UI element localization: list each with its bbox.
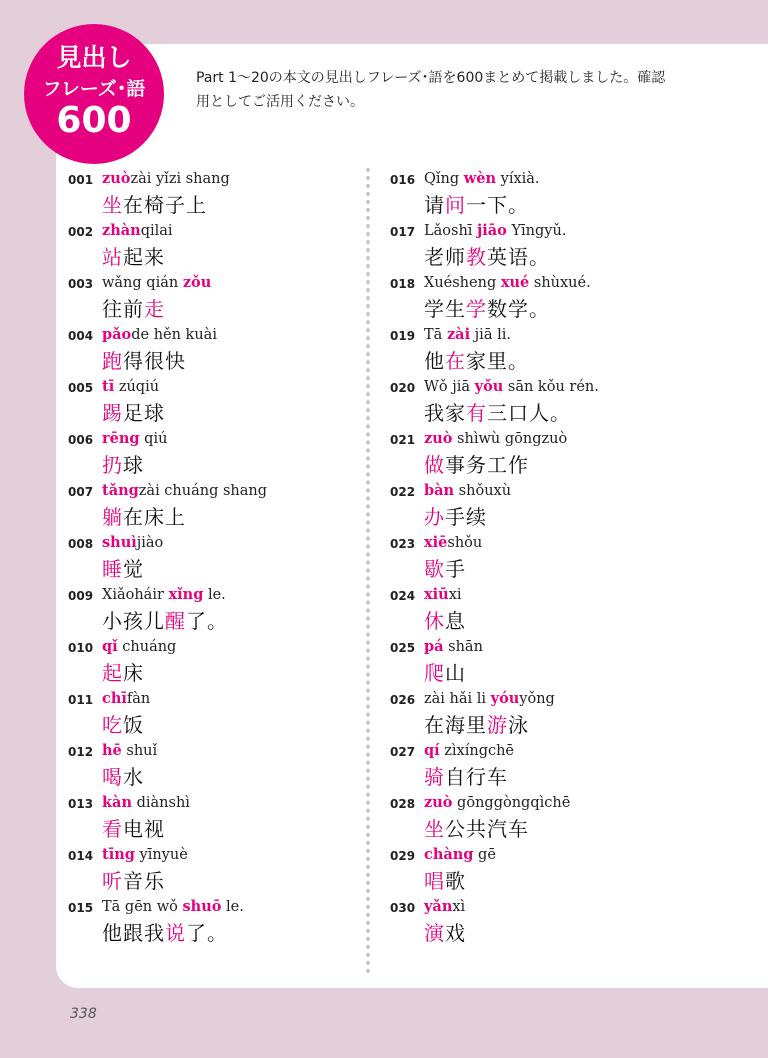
pinyin-highlight: zuò [424, 430, 453, 447]
entry-row [68, 634, 358, 686]
entry-pinyin [424, 794, 570, 811]
pinyin-segment: shuǐ [121, 743, 158, 759]
hanzi-highlight: 学 [466, 297, 487, 321]
entry-number: 002 [68, 225, 94, 239]
entry-hanzi [102, 657, 144, 686]
pinyin-highlight: chī [102, 690, 127, 707]
entry-number: 004 [68, 329, 94, 343]
hanzi-highlight: 演 [424, 921, 445, 945]
pinyin-segment: zài chuáng shang [138, 483, 268, 499]
entry-hanzi [102, 813, 165, 842]
pinyin-highlight: yǎn [424, 898, 453, 915]
entry-hanzi [102, 241, 165, 270]
hanzi-segment: 了。 [186, 609, 228, 633]
entry-row [68, 374, 358, 426]
pinyin-segment: jiā li. [470, 327, 511, 343]
entry-hanzi [102, 605, 228, 634]
entry-pinyin [424, 742, 514, 759]
entry-number: 029 [390, 849, 416, 863]
pinyin-segment: diànshì [131, 795, 190, 811]
pinyin-segment: zìxíngchē [439, 743, 515, 759]
pinyin-segment: wǎng qián [102, 275, 183, 291]
entry-number: 006 [68, 433, 94, 447]
hanzi-segment: 公共汽车 [445, 817, 529, 841]
entry-row [390, 270, 680, 322]
entry-row [68, 270, 358, 322]
hanzi-highlight: 扔 [102, 453, 123, 477]
entry-hanzi [102, 449, 144, 478]
pinyin-highlight: xiū [424, 586, 449, 603]
pinyin-highlight: qǐ [102, 638, 118, 655]
entry-row [390, 582, 680, 634]
pinyin-highlight: zuò [424, 794, 453, 811]
pinyin-segment: Tā gēn wǒ [102, 899, 183, 915]
pinyin-segment: yíxià. [496, 171, 540, 187]
pinyin-highlight: yóu [490, 690, 520, 707]
hanzi-segment: 水 [123, 765, 144, 789]
entry-row [390, 790, 680, 842]
entry-pinyin [102, 274, 211, 291]
badge-line-1: 見出し [56, 43, 132, 72]
entry-hanzi [424, 189, 529, 218]
entry-row [68, 426, 358, 478]
hanzi-highlight: 听 [102, 869, 123, 893]
entry-number: 001 [68, 173, 94, 187]
hanzi-segment: 手 [445, 557, 466, 581]
pinyin-highlight: qí [424, 742, 440, 759]
pinyin-segment: sān kǒu rén. [503, 379, 599, 395]
entry-hanzi [102, 189, 207, 218]
entry-number: 021 [390, 433, 416, 447]
pinyin-segment: shǒuxù [454, 483, 512, 499]
pinyin-segment: zài yǐzi shang [130, 171, 230, 187]
hanzi-highlight: 唱 [424, 869, 445, 893]
hanzi-segment: 觉 [123, 557, 144, 581]
hanzi-highlight: 骑 [424, 765, 445, 789]
entry-number: 003 [68, 277, 94, 291]
pinyin-segment: de hěn kuài [131, 327, 217, 343]
entry-hanzi [102, 917, 228, 946]
entry-number: 024 [390, 589, 416, 603]
hanzi-segment: 小孩儿 [102, 609, 165, 633]
entry-pinyin [102, 690, 150, 707]
entry-number: 019 [390, 329, 416, 343]
entry-pinyin [424, 534, 482, 551]
entry-number: 015 [68, 901, 94, 915]
pinyin-segment: Lǎoshī [424, 223, 478, 239]
entry-pinyin [102, 170, 230, 187]
pinyin-segment: Qǐng [424, 171, 464, 187]
hanzi-segment: 学生 [424, 297, 466, 321]
entry-pinyin [102, 794, 190, 811]
hanzi-segment: 他跟我 [102, 921, 165, 945]
pinyin-segment: Tā [424, 327, 447, 343]
entry-row [68, 582, 358, 634]
hanzi-segment: 自行车 [445, 765, 508, 789]
entry-pinyin [424, 846, 496, 863]
hanzi-segment: 电视 [123, 817, 165, 841]
entry-row [390, 478, 680, 530]
hanzi-highlight: 坐 [424, 817, 445, 841]
hanzi-segment: 往前 [102, 297, 144, 321]
pinyin-segment: gōnggòngqìchē [452, 795, 571, 811]
pinyin-segment: yǒng [519, 691, 555, 707]
hanzi-highlight: 说 [165, 921, 186, 945]
entry-hanzi [102, 293, 165, 322]
entry-pinyin [102, 846, 188, 863]
entry-hanzi [424, 917, 466, 946]
entry-number: 013 [68, 797, 94, 811]
entry-hanzi [424, 501, 487, 530]
entry-number: 008 [68, 537, 94, 551]
hanzi-segment: 戏 [445, 921, 466, 945]
entry-hanzi [424, 865, 466, 894]
entry-pinyin [102, 222, 173, 239]
entry-hanzi [102, 761, 144, 790]
entry-hanzi [424, 241, 550, 270]
entry-hanzi [102, 553, 144, 582]
entry-row [390, 894, 680, 946]
entry-row [68, 530, 358, 582]
hanzi-segment: 英语。 [487, 245, 550, 269]
entry-number: 010 [68, 641, 94, 655]
entry-number: 007 [68, 485, 94, 499]
pinyin-highlight: pá [424, 638, 444, 655]
hanzi-segment: 数学。 [487, 297, 550, 321]
entry-row [68, 686, 358, 738]
entry-row [68, 322, 358, 374]
entry-number: 012 [68, 745, 94, 759]
hanzi-segment: 请 [424, 193, 445, 217]
pinyin-highlight: shuō [182, 898, 222, 915]
pinyin-highlight: wèn [463, 170, 497, 187]
pinyin-segment: chuáng [117, 639, 177, 655]
hanzi-highlight: 教 [466, 245, 487, 269]
entry-number: 028 [390, 797, 416, 811]
pinyin-segment: qilai [140, 223, 173, 239]
hanzi-segment: 床 [123, 661, 144, 685]
entry-pinyin [102, 378, 159, 395]
entry-number: 025 [390, 641, 416, 655]
entry-number: 030 [390, 901, 416, 915]
entry-pinyin [424, 586, 462, 603]
entry-pinyin [424, 170, 540, 187]
entry-pinyin [424, 326, 511, 343]
pinyin-segment: xi [448, 587, 462, 603]
hanzi-segment: 他 [424, 349, 445, 373]
entries-left-column [68, 166, 358, 946]
column-divider [366, 168, 370, 974]
entry-pinyin [424, 378, 599, 395]
entry-pinyin [102, 430, 167, 447]
hanzi-segment: 歌 [445, 869, 466, 893]
hanzi-highlight: 在 [445, 349, 466, 373]
entry-row [390, 842, 680, 894]
pinyin-highlight: kàn [102, 794, 132, 811]
pinyin-segment: xì [452, 899, 466, 915]
pinyin-highlight: tǎng [102, 482, 139, 499]
pinyin-highlight: tīng [102, 846, 135, 863]
section-badge [24, 24, 164, 164]
entry-hanzi [424, 761, 508, 790]
hanzi-segment: 老师 [424, 245, 466, 269]
entry-hanzi [102, 709, 144, 738]
entry-row [68, 738, 358, 790]
hanzi-highlight: 跑 [102, 349, 123, 373]
entry-number: 023 [390, 537, 416, 551]
pinyin-segment: shān [443, 639, 483, 655]
entry-row [390, 218, 680, 270]
entry-pinyin [102, 638, 176, 655]
hanzi-highlight: 坐 [102, 193, 123, 217]
entry-row [68, 166, 358, 218]
pinyin-segment: zài hǎi li [424, 691, 491, 707]
intro-text: Part 1～20の本文の見出しフレーズ･語を600まとめて掲載しました。確認用としてご活用ください。 [196, 70, 666, 110]
hanzi-highlight: 看 [102, 817, 123, 841]
entry-hanzi [102, 865, 165, 894]
hanzi-highlight: 喝 [102, 765, 123, 789]
entry-pinyin [424, 638, 483, 655]
pinyin-highlight: pǎo [102, 326, 132, 343]
entry-hanzi [102, 345, 186, 374]
hanzi-segment: 在海里 [424, 713, 487, 737]
hanzi-segment: 得很快 [123, 349, 186, 373]
pinyin-highlight: xǐng [168, 586, 204, 603]
pinyin-segment: Wǒ jiā [424, 379, 475, 395]
pinyin-highlight: zài [446, 326, 471, 343]
entry-row [68, 894, 358, 946]
hanzi-highlight: 站 [102, 245, 123, 269]
hanzi-highlight: 睡 [102, 557, 123, 581]
pinyin-segment: qiú [139, 431, 168, 447]
hanzi-segment: 家里。 [466, 349, 529, 373]
pinyin-highlight: chàng [424, 846, 474, 863]
entry-pinyin [424, 482, 511, 499]
pinyin-highlight: yǒu [474, 378, 504, 395]
entries-right-column [390, 166, 680, 946]
entry-pinyin [424, 690, 555, 707]
entry-number: 018 [390, 277, 416, 291]
entry-row [68, 478, 358, 530]
entry-row [68, 842, 358, 894]
entry-hanzi [424, 605, 466, 634]
entry-hanzi [102, 501, 186, 530]
hanzi-segment: 一下。 [466, 193, 529, 217]
hanzi-highlight: 有 [466, 401, 487, 425]
pinyin-highlight: zhàn [102, 222, 141, 239]
entry-row [390, 426, 680, 478]
hanzi-highlight: 吃 [102, 713, 123, 737]
hanzi-segment: 事务工作 [445, 453, 529, 477]
entry-row [390, 374, 680, 426]
hanzi-highlight: 躺 [102, 505, 123, 529]
hanzi-highlight: 踢 [102, 401, 123, 425]
page-number: 338 [70, 1006, 97, 1022]
hanzi-segment: 在床上 [123, 505, 186, 529]
entry-hanzi [424, 553, 466, 582]
pinyin-highlight: zuò [102, 170, 131, 187]
pinyin-segment: jiào [136, 535, 164, 551]
hanzi-highlight: 走 [144, 297, 165, 321]
badge-line-3: 600 [56, 100, 132, 141]
entry-row [390, 738, 680, 790]
hanzi-segment: 饭 [123, 713, 144, 737]
pinyin-segment: Yīngyǔ. [506, 223, 567, 239]
hanzi-segment: 我家 [424, 401, 466, 425]
entry-number: 014 [68, 849, 94, 863]
entry-number: 022 [390, 485, 416, 499]
pinyin-segment: Xuésheng [424, 275, 501, 291]
entry-pinyin [424, 898, 465, 915]
hanzi-segment: 球 [123, 453, 144, 477]
entry-pinyin [424, 430, 567, 447]
entry-row [390, 322, 680, 374]
entry-pinyin [424, 222, 566, 239]
entry-number: 005 [68, 381, 94, 395]
hanzi-highlight: 爬 [424, 661, 445, 685]
entry-pinyin [102, 898, 244, 915]
entry-number: 011 [68, 693, 94, 707]
hanzi-segment: 手续 [445, 505, 487, 529]
hanzi-highlight: 醒 [165, 609, 186, 633]
pinyin-segment: shìwù gōngzuò [452, 431, 568, 447]
hanzi-highlight: 休 [424, 609, 445, 633]
pinyin-highlight: xué [500, 274, 530, 291]
pinyin-highlight: tī [102, 378, 115, 395]
entry-pinyin [102, 586, 226, 603]
pinyin-highlight: hē [102, 742, 122, 759]
entry-hanzi [424, 397, 571, 426]
pinyin-highlight: jiāo [477, 222, 507, 239]
pinyin-segment: le. [221, 899, 244, 915]
hanzi-segment: 了。 [186, 921, 228, 945]
hanzi-highlight: 歇 [424, 557, 445, 581]
pinyin-segment: Xiǎoháir [102, 587, 169, 603]
entry-number: 026 [390, 693, 416, 707]
hanzi-highlight: 起 [102, 661, 123, 685]
entry-number: 020 [390, 381, 416, 395]
entry-row [390, 686, 680, 738]
entry-pinyin [102, 534, 163, 551]
entry-row [390, 530, 680, 582]
entry-hanzi [102, 397, 165, 426]
entry-hanzi [424, 709, 529, 738]
entry-row [68, 218, 358, 270]
pinyin-segment: gē [473, 847, 496, 863]
hanzi-segment: 足球 [123, 401, 165, 425]
entry-hanzi [424, 449, 529, 478]
entry-hanzi [424, 657, 466, 686]
entry-row [390, 634, 680, 686]
entry-hanzi [424, 813, 529, 842]
pinyin-segment: shǒu [447, 535, 483, 551]
pinyin-segment: yīnyuè [134, 847, 188, 863]
entry-hanzi [424, 345, 529, 374]
entry-number: 027 [390, 745, 416, 759]
pinyin-highlight: shuì [102, 534, 137, 551]
pinyin-highlight: xiē [424, 534, 448, 551]
entry-number: 017 [390, 225, 416, 239]
hanzi-segment: 泳 [508, 713, 529, 737]
hanzi-segment: 起来 [123, 245, 165, 269]
entry-pinyin [102, 482, 267, 499]
entry-number: 016 [390, 173, 416, 187]
pinyin-highlight: rēng [102, 430, 140, 447]
pinyin-segment: shùxué. [529, 275, 591, 291]
hanzi-segment: 在椅子上 [123, 193, 207, 217]
pinyin-highlight: zǒu [182, 274, 212, 291]
pinyin-segment: le. [203, 587, 226, 603]
hanzi-highlight: 办 [424, 505, 445, 529]
pinyin-segment: fàn [126, 691, 151, 707]
pinyin-highlight: bàn [424, 482, 455, 499]
pinyin-segment: zúqiú [114, 379, 160, 395]
entry-pinyin [102, 742, 157, 759]
entry-pinyin [424, 274, 591, 291]
entry-pinyin [102, 326, 217, 343]
hanzi-highlight: 问 [445, 193, 466, 217]
hanzi-segment: 山 [445, 661, 466, 685]
hanzi-segment: 三口人。 [487, 401, 571, 425]
entry-number: 009 [68, 589, 94, 603]
hanzi-highlight: 做 [424, 453, 445, 477]
hanzi-segment: 音乐 [123, 869, 165, 893]
entry-row [68, 790, 358, 842]
hanzi-highlight: 游 [487, 713, 508, 737]
entry-hanzi [424, 293, 550, 322]
entry-row [390, 166, 680, 218]
hanzi-segment: 息 [445, 609, 466, 633]
badge-line-2: フレーズ･語 [42, 78, 146, 100]
